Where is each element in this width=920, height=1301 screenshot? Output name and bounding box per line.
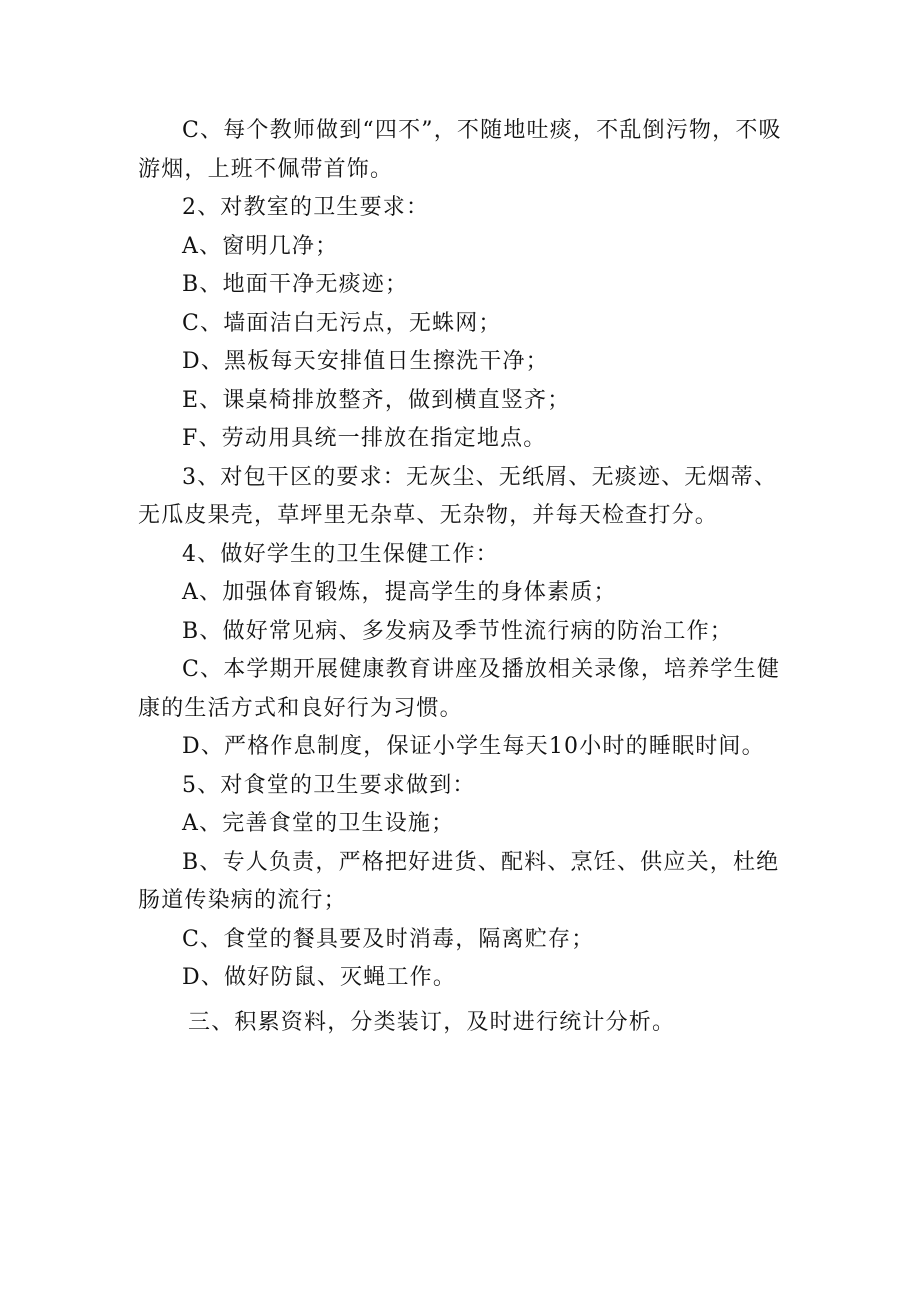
paragraph-classroom-a: A、窗明几净； — [182, 233, 339, 259]
paragraph-canteen-b: B、专人负责，严格把好进货、配料、烹饪、供应关，杜绝肠道传染病的流行； — [138, 849, 780, 913]
paragraph-canteen-heading: 5、对食堂的卫生要求做到： — [182, 772, 476, 798]
section-three-heading: 三、积累资料，分类装订，及时进行统计分析。 — [188, 1009, 676, 1035]
document-body — [138, 112, 788, 1042]
paragraph-classroom-f: F、劳动用具统一排放在指定地点。 — [182, 426, 547, 451]
paragraph-classroom-e: E、课桌椅排放整齐，做到横直竖齐； — [182, 387, 571, 413]
paragraph-classroom-c: C、墙面洁白无污点，无蛛网； — [182, 310, 502, 336]
paragraph-health-c: C、本学期开展健康教育讲座及播放相关录像，培养学生健康的生活方式和良好行为习惯。 — [138, 657, 781, 721]
paragraph-classroom-d: D、黑板每天安排值日生擦洗干净； — [182, 349, 549, 374]
paragraph-teacher-four-nots: C、每个教师做到“四不”，不随地吐痰，不乱倒污物，不吸游烟，上班不佩带首饰。 — [138, 118, 782, 182]
paragraph-health-a: A、加强体育锻炼，提高学生的身体素质； — [182, 580, 617, 605]
paragraph-health-heading: 4、做好学生的卫生保健工作： — [182, 541, 499, 567]
paragraph-canteen-c: C、食堂的餐具要及时消毒，隔离贮存； — [182, 926, 595, 952]
paragraph-health-b: B、做好常见病、多发病及季节性流行病的防治工作； — [182, 618, 733, 644]
paragraph-area-requirements: 3、对包干区的要求：无灰尘、无纸屑、无痰迹、无烟蒂、无瓜皮果壳，草坪里无杂草、无杂物，并每天检查打分。 — [138, 464, 778, 528]
paragraph-canteen-d: D、做好防鼠、灭蝇工作。 — [182, 965, 457, 990]
paragraph-classroom-b: B、地面干净无痰迹； — [182, 272, 409, 297]
paragraph-classroom-heading: 2、对教室的卫生要求： — [182, 195, 430, 220]
paragraph-canteen-a: A、完善食堂的卫生设施； — [182, 811, 455, 836]
paragraph-health-d: D、严格作息制度，保证小学生每天10小时的睡眠时间。 — [182, 734, 765, 759]
